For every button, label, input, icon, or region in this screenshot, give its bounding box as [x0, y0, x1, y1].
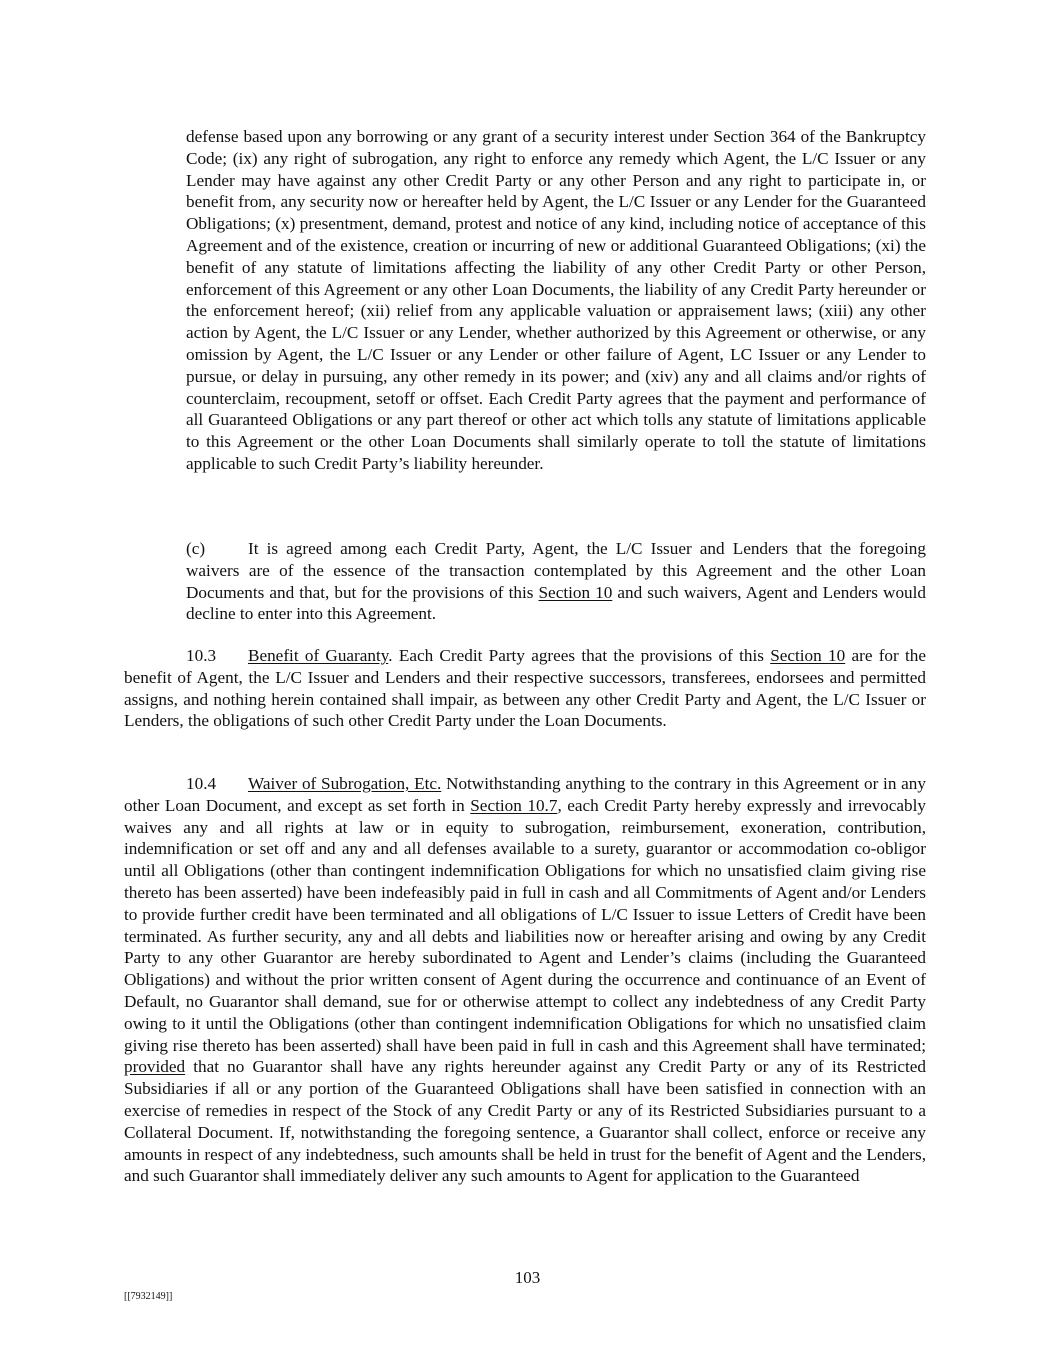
- section-10-7-reference: Section 10.7: [470, 795, 558, 815]
- section-10-4-text-3: that no Guarantor shall have any rights hereunder against any Credit Party or any of its Restricted Subsidiaries if all or any portion of the Guaranteed Obligations shall have been satisfied in connection with an exercise of remedies in respect of the Stock of any Credit Party or any of its Restricted Subsidiaries pursuant to a Collateral Document. If, notwithstanding the foregoing sentence, a Guarantor shall collect, enforce or receive any amounts in respect of any indebtedness, such amounts shall be held in trust for the benefit of Agent and the Lenders, and such Guarantor shall immediately deliver any such amounts to Agent for application to the Guaranteed: [124, 1057, 926, 1186]
- paragraph-waivers-continuation: defense based upon any borrowing or any grant of a security interest under Section 364 of the Bankruptcy Code; (ix) any right of subrogation, any right to enforce any remedy which Agent, the L/C Issuer or any Lender may have against any other Credit Party or any other Person and any right to participate in, or benefit from, any security now or hereafter held by Agent, the L/C Issuer or any Lender for the Guaranteed Obligations; (x) presentment, demand, protest and notice of any kind, including notice of acceptance of this Agreement and of the existence, creation or incurring of new or additional Guaranteed Obligations; (xi) the benefit of any statute of limitations affecting the liability of any other Credit Party or other Person, enforcement of this Agreement or any other Loan Documents, the liability of any Credit Party hereunder or the enforcement hereof; (xii) relief from any applicable valuation or appraisement laws; (xiii) any other action by Agent, the L/C Issuer or any Lender, whether authorized by this Agreement or otherwise, or any omission by Agent, the L/C Issuer or any Lender or other failure of Agent, LC Issuer or any Lender to pursue, or delay in pursuing, any other remedy in its power; and (xiv) any and all claims and/or rights of counterclaim, recoupment, setoff or offset. Each Credit Party agrees that the payment and performance of all Guaranteed Obligations or any part thereof or other act which tolls any statute of limitations applicable to this Agreement or the other Loan Documents shall similarly operate to toll the statute of limitations applicable to such Credit Party’s liability hereunder.: [186, 127, 926, 473]
- paragraph-c-label: (c): [186, 539, 206, 558]
- section-10-3: [124, 645, 926, 732]
- paragraph-c-text-1: It is agreed among each Credit Party, Agent, the L/C Issuer and Lenders that the foregoing waivers are of the essence of the transaction contemplated by this Agreement and the other Loan Documents and that, but for the provisions of this: [186, 539, 926, 602]
- provided-emphasis: provided: [124, 1057, 186, 1077]
- section-10-4-text-1: Notwithstanding anything to the contrary in this Agreement or in any other Loan Document, and except as set forth in: [124, 774, 926, 815]
- paragraph-c-text-2: and such waivers, Agent and Lenders would decline to enter into this Agreement.: [186, 582, 927, 624]
- section-10-3-text-1: . Each Credit Party agrees that the provisions of this: [388, 646, 771, 665]
- document-id: [[7932149]]: [124, 1291, 173, 1302]
- section-10-reference: Section 10: [538, 582, 613, 602]
- section-10-3-text-2: are for the benefit of Agent, the L/C Issuer and Lenders and their respective successors, transferees, endorsees and permitted assigns, and nothing herein contained shall impair, as between any other Credit Party and Agent, the L/C Issuer or Lenders, the obligations of such other Credit Party under the Loan Documents.: [124, 646, 926, 731]
- section-10-4: [124, 773, 926, 1187]
- section-10-3-heading: Benefit of Guaranty: [248, 646, 389, 665]
- section-10-4-number: 10.4: [186, 774, 217, 793]
- section-10-3-number: 10.3: [186, 646, 217, 665]
- section-10-4-text-2: , each Credit Party hereby expressly and irrevocably waives any and all rights at law or in equity to subrogation, reimbursement, exoneration, contribution, indemnification or set off and any and all defenses available to a surety, guarantor or accommodation co-obligor until all Obligations (other than contingent indemnification Obligations for which no unsatisfied claim giving rise thereto has been asserted) have been indefeasibly paid in full in cash and all Commitments of Agent and/or Lenders to provide further credit have been terminated and all obligations of L/C Issuer to issue Letters of Credit have been terminated. As further security, any and all debts and liabilities now or hereafter arising and owing by any Credit Party to any other Guarantor are hereby subordinated to Agent and Lender’s claims (including the Guaranteed Obligations) and without the prior written consent of Agent during the occurrence and continuance of an Event of Default, no Guarantor shall demand, sue for or otherwise attempt to collect any indebtedness of any Credit Party owing to it until the Obligations (other than contingent indemnification Obligations for which no unsatisfied claim giving rise thereto has been asserted) shall have been paid in full in cash and this Agreement shall have terminated;: [124, 795, 926, 1055]
- section-10-4-heading: Waiver of Subrogation, Etc.: [248, 774, 442, 793]
- page-number: 103: [514, 1268, 541, 1287]
- paragraph-c: [186, 538, 926, 625]
- section-10-reference: Section 10: [770, 646, 846, 665]
